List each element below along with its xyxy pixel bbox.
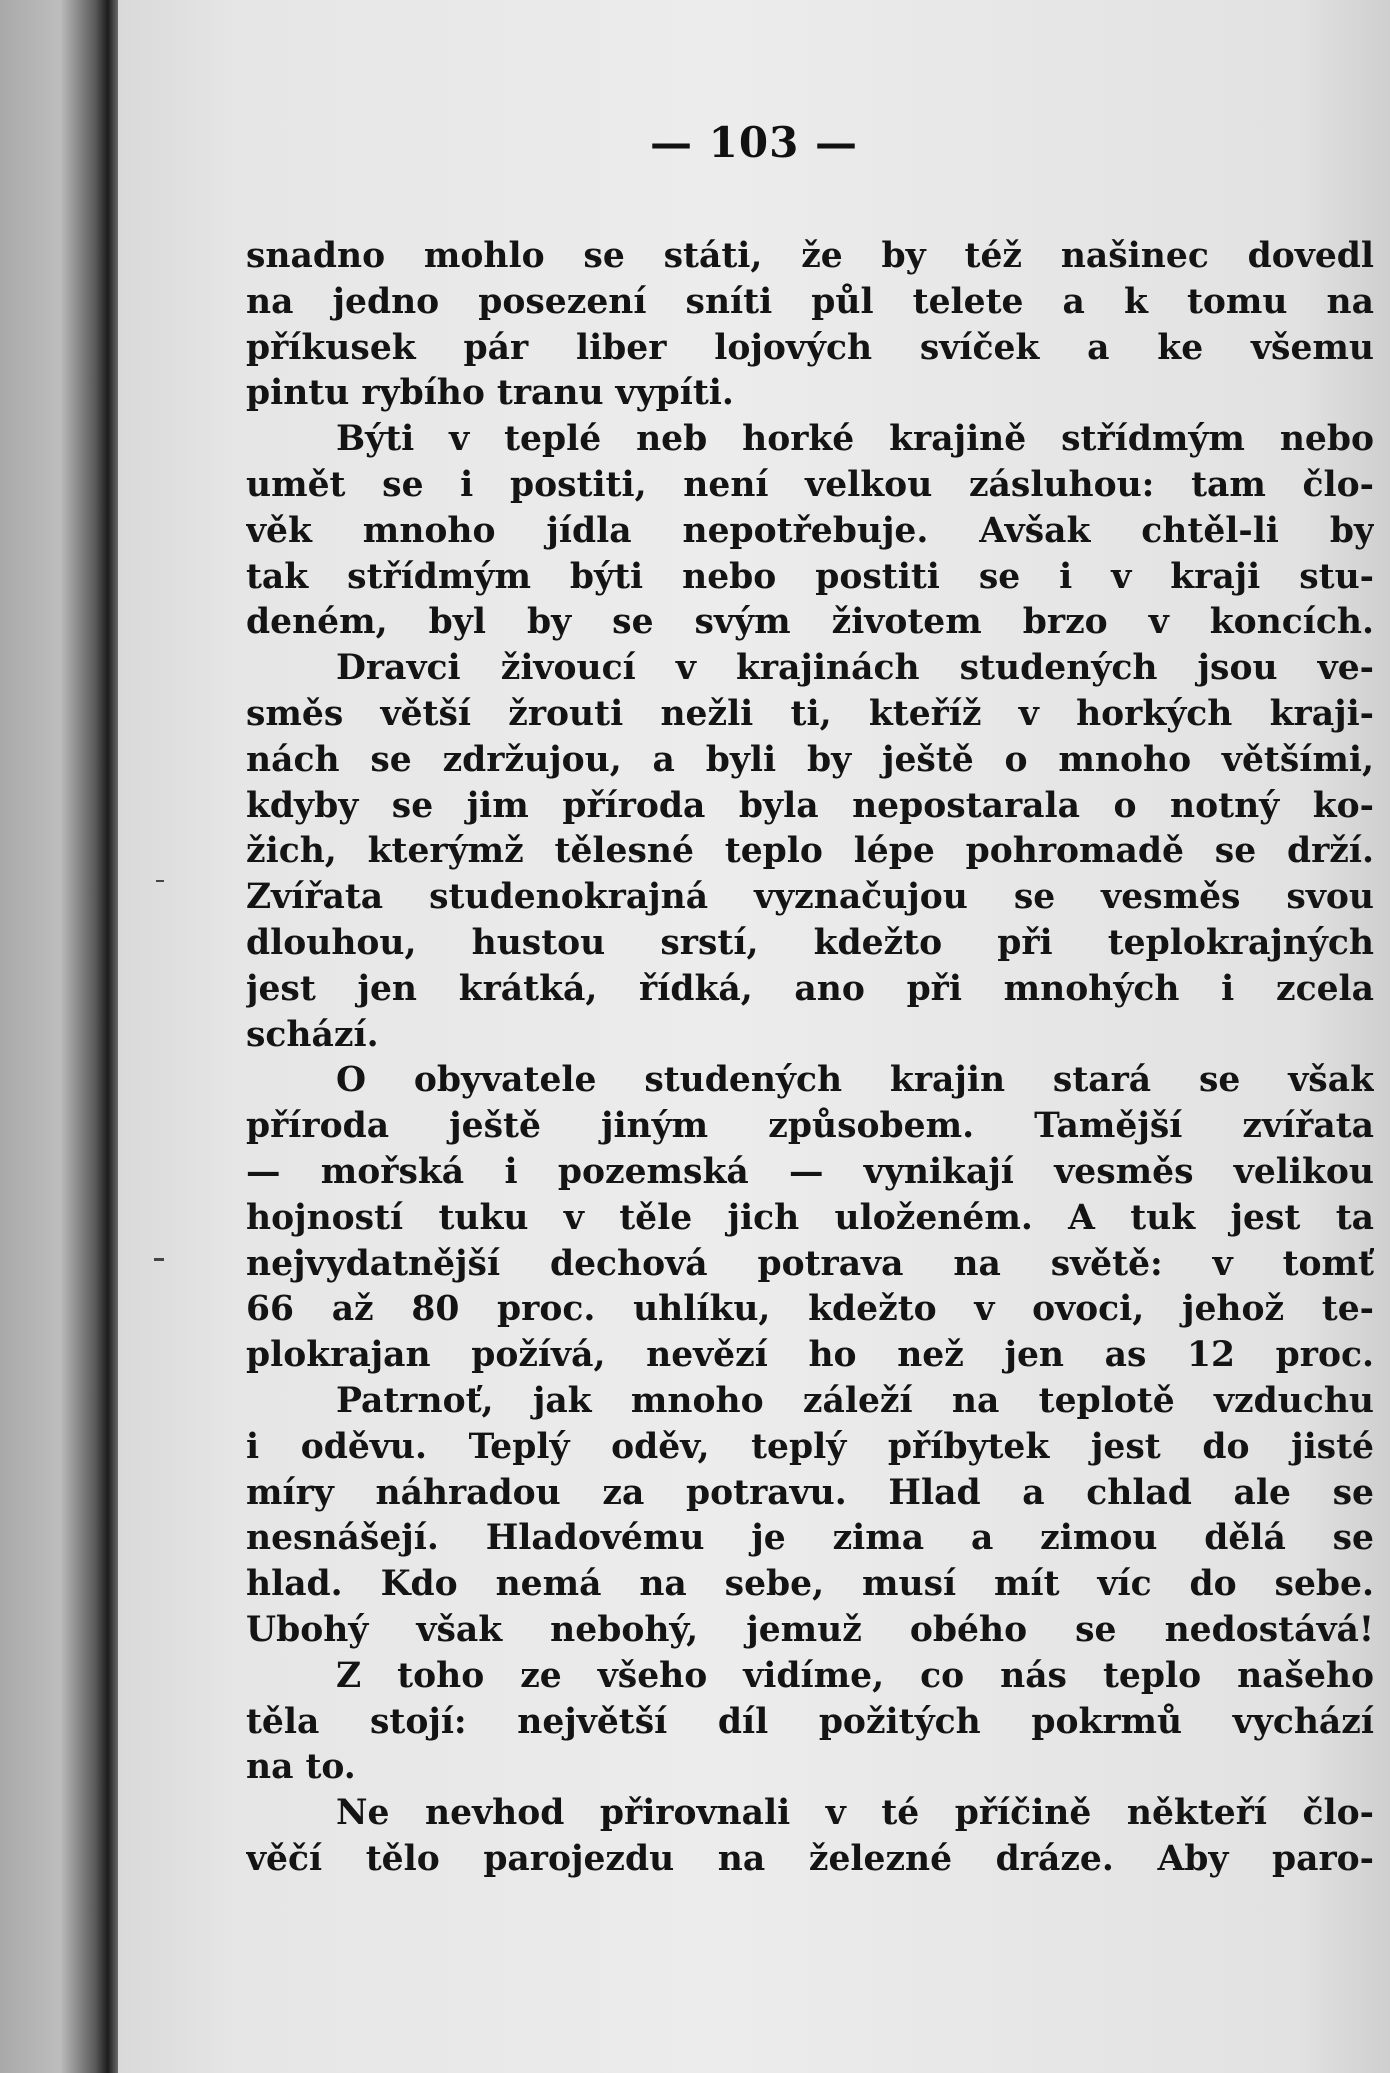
text-line: deném, byl by se svým životem brzo v koncích. xyxy=(246,602,1374,643)
text-line: věčí tělo parojezdu na železné dráze. Aby paro- xyxy=(246,1838,1374,1879)
text-line: na jedno posezení sníti půl telete a k tomu na xyxy=(246,281,1374,322)
text-line: — mořská i pozemská — vynikají vesměs velikou xyxy=(246,1151,1374,1192)
text-line: snadno mohlo se státi, že by též našinec dovedl xyxy=(246,236,1374,276)
text-line: žich, kterýmž tělesné teplo lépe pohromadě se drží. xyxy=(246,831,1374,872)
text-line: kdyby se jim příroda byla nepostarala o notný ko- xyxy=(246,785,1374,826)
text-line: Býti v teplé neb horké krajině střídmým nebo xyxy=(336,419,1374,460)
text-line: hojností tuku v těle jich uloženém. A tuk jest ta xyxy=(246,1197,1374,1238)
text-line: nesnášejí. Hladovému je zima a zimou dělá se xyxy=(246,1518,1374,1559)
text-line: míry náhradou za potravu. Hlad a chlad ale se xyxy=(246,1472,1374,1513)
text-line: 66 až 80 proc. uhlíku, kdežto v ovoci, jehož te- xyxy=(246,1289,1374,1330)
text-line: směs větší žrouti nežli ti, kteříž v horkých kraji- xyxy=(246,693,1374,734)
margin-mark xyxy=(154,1258,164,1261)
text-line: na to. xyxy=(246,1747,356,1788)
text-line: schází. xyxy=(246,1014,379,1055)
text-line: Zvířata studenokrajná vyznačujou se vesměs svou xyxy=(246,877,1374,918)
text-line: Patrnoť, jak mnoho záleží na teplotě vzduchu xyxy=(336,1380,1374,1421)
book-page xyxy=(118,0,1390,2073)
body-text xyxy=(246,234,1374,1883)
text-line: umět se i postiti, není velkou zásluhou: tam člo- xyxy=(246,464,1374,505)
text-line: tak střídmým býti nebo postiti se i v kraji stu- xyxy=(246,556,1374,597)
margin-mark xyxy=(156,880,164,882)
text-line: i oděvu. Teplý oděv, teplý příbytek jest do jisté xyxy=(246,1426,1374,1467)
text-line: příkusek pár liber lojových svíček a ke všemu xyxy=(246,327,1374,368)
text-line: hlad. Kdo nemá na sebe, musí mít víc do sebe. xyxy=(246,1564,1374,1605)
text-line: Ne nevhod přirovnali v té příčině někteří člo- xyxy=(336,1793,1374,1834)
text-line: Dravci živoucí v krajinách studených jsou ve- xyxy=(336,648,1374,689)
text-line: nách se zdržujou, a byli by ještě o mnoho většími, xyxy=(246,739,1374,780)
text-line: nejvydatnější dechová potrava na světě: v tomť xyxy=(246,1243,1374,1284)
text-line: Z toho ze všeho vidíme, co nás teplo našeho xyxy=(336,1655,1374,1696)
text-line: plokrajan požívá, nevězí ho než jen as 12 proc. xyxy=(246,1335,1374,1376)
book-binding-shadow xyxy=(0,0,120,2073)
text-line: příroda ještě jiným způsobem. Tamější zvířata xyxy=(246,1106,1374,1147)
text-line: dlouhou, hustou srstí, kdežto při teplokrajných xyxy=(246,922,1374,963)
text-line: Ubohý však nebohý, jemuž obého se nedostává! xyxy=(246,1609,1374,1650)
text-line: pintu rybího tranu vypíti. xyxy=(246,373,734,414)
text-line: O obyvatele studených krajin stará se však xyxy=(336,1060,1374,1101)
text-line: věk mnoho jídla nepotřebuje. Avšak chtěl-li by xyxy=(246,510,1374,551)
page-number-header: — 103 — xyxy=(650,118,858,167)
text-line: těla stojí: největší díl požitých pokrmů vychází xyxy=(246,1701,1374,1742)
text-line: jest jen krátká, řídká, ano při mnohých i zcela xyxy=(246,968,1374,1009)
